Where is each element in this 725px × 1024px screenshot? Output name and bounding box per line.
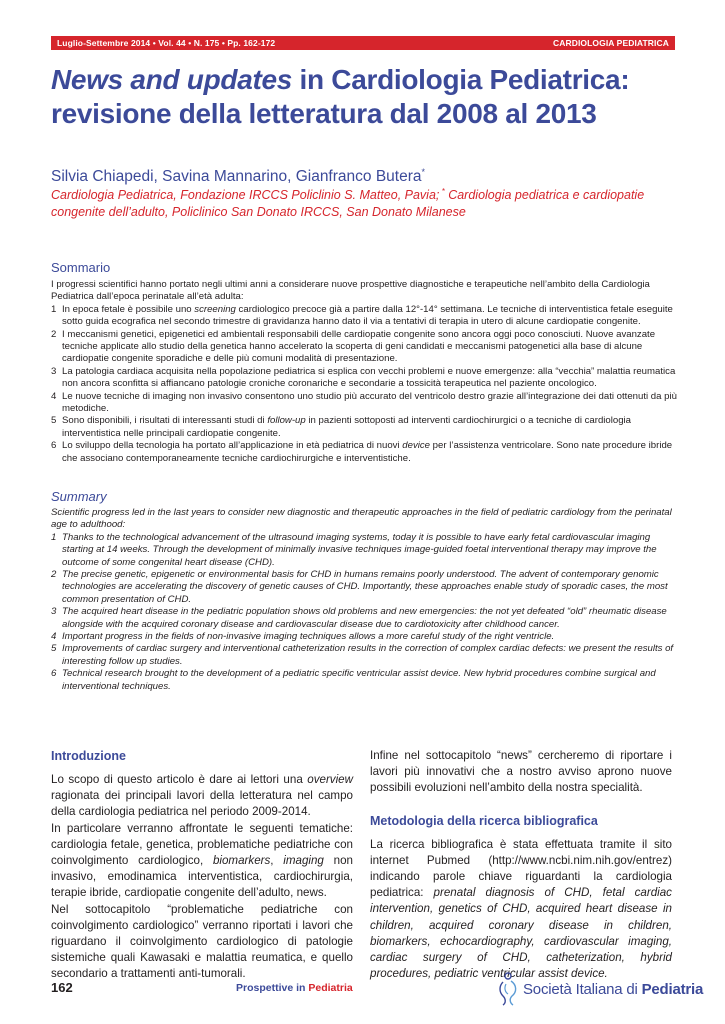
author-star: *: [421, 167, 426, 177]
sommario-item: 3 La patologia cardiaca acquisita nella popolazione pediatrica si esplica con vecchi problemi e nuove emergenze: alla “vecchia” malattia reumatica non ancora sconfitta si affiancano patologie croniche coronariche e secondarie a tossicità terapeutica nel paziente oncologico.: [51, 365, 676, 390]
summary-item: 2 The precise genetic, epigenetic or environmental basis for CHD in humans remains poorly understood. The advent of contemporary genomic technologies are accelerating the discovery of genetic causes of CHD. Importantly, these approaches enable study of sporadic cases, the most common presentation of CHD.: [51, 569, 668, 605]
sommario-item: 1 In epoca fetale è possibile uno screening cardiologico precoce già a partire dalla 12°-14° settimana. Le tecniche di interventistica fetale eseguite sotto guida ecografica nel secondo trimestre di gravidanza hanno dato il via a tentativi di terapia in utero di alcune cardiopatie congenite.: [51, 303, 673, 328]
summary-heading: Summary: [51, 489, 107, 504]
summary-item: 1 Thanks to the technological advancement of the ultrasound imaging systems, today it is possible to have early fetal cardiovascular imaging starting at 14 weeks. Through the development of minimally invasive techniques image-guided foetal interventional therapy may improve the outcome of some congenital heart disease (CHD).: [51, 531, 657, 568]
metodologia-heading: Metodologia della ricerca bibliografica: [370, 813, 598, 828]
affiliation-1: Cardiologia Pediatrica, Fondazione IRCCS Policlinio S. Matteo, Pavia;: [51, 188, 440, 203]
intro-paragraph-2: In particolare verranno affrontate le seguenti tematiche: cardiologia fetale, genetica, problematiche pediatriche con coinvolgimento cardiologico, biomarkers, imaging non invasivo, emodinamica interventistica, cardiochirurgia, terapie ibride, cardiopatie congenite dell’adulto, news.: [51, 821, 353, 900]
header-band: [51, 36, 675, 50]
sommario-item: 2 I meccanismi genetici, epigenetici ed ambientali responsabili delle cardiopatie congenite sono ancora oggi poco conosciuti. Nuove avanzate tecniche applicate allo studio della genetica hanno accelerato la scoperta di geni candidati e meccanismi patogenetici alla base di alcune cardiopatie congenite sporadiche e delle più comuni modalità di presentazione.: [51, 328, 656, 365]
title-line2: revisione della letteratura dal 2008 al 2013: [51, 98, 597, 129]
sommario-body: [51, 279, 679, 465]
affiliation-2: Cardiologia pediatrica e cardiopatie congenite dell’adulto, Policlinico San Donato IRCCS, San Donato Milanese: [51, 188, 645, 220]
summary-body: [51, 507, 679, 693]
summary-item: 6 Technical research brought to the development of a pediatric specific ventricular assist device. New hybrid procedures combine surgical and interventional techniques.: [51, 668, 656, 692]
sommario-item: 5 Sono disponibili, i risultati di interessanti studi di follow-up in pazienti sottoposti ad interventi cardiochirurgici o a tecniche di cardiologia interventistica nelle principali cardiopatie congenite.: [51, 415, 632, 439]
sommario-item: 4 Le nuove tecniche di imaging non invasivo consentono uno studio più accurato del ventricolo destro grazie all’integrazione dei dati ottenuti da più metodiche.: [51, 390, 677, 415]
right-column: [370, 748, 672, 982]
summary-intro: Scientific progress led in the last years to consider new diagnostic and therapeutic approaches in the field of pediatric cardiology from the perinatal age to adulthood:: [51, 507, 672, 531]
summary-list: [51, 532, 679, 693]
intro-paragraph-4: Infine nel sottocapitolo “news” cercheremo di riportare i lavori più innovativi che a nostro avviso aprono nuove possibili evoluzioni nell’ambito della nostra specialità.: [370, 749, 672, 795]
section-label: CARDIOLOGIA PEDIATRICA: [552, 38, 669, 48]
sommario-list: [51, 304, 679, 465]
sommario-intro: I progressi scientifici hanno portato negli ultimi anni a considerare nuove prospettive diagnostiche e terapeutiche nell’ambito della Cardiologia Pediatrica dall’epoca perinatale all’età adulta:: [51, 279, 650, 303]
society-logo-text: Società Italiana di Pediatria: [523, 980, 704, 998]
society-logo: [497, 972, 703, 1006]
title-line1-rest: in Cardiologia Pediatrica:: [292, 64, 630, 95]
left-column: [51, 748, 353, 983]
magazine-name: Prospettive in Pediatria: [236, 982, 353, 994]
intro-paragraph-1: Lo scopo di questo articolo è dare ai lettori una overview ragionata dei principali lavori della letteratura nel campo della cardiologia pediatrica nel periodo 2009-2014.: [51, 773, 353, 819]
summary-item: 3 The acquired heart disease in the pediatric population shows old problems and new emergencies: the not yet defeated “old” rheumatic disease alongside with the acquired coronary disease and cardiovascular disease due to cardiotoxicity after childhood cancer.: [51, 606, 667, 630]
introduzione-heading: Introduzione: [51, 749, 126, 763]
affiliations: [51, 183, 681, 221]
summary-item: 4 Important progress in the fields of non-invasive imaging techniques allows a more careful study of the right ventricle.: [51, 631, 555, 643]
summary-item: 5 Improvements of cardiac surgery and interventional catheterization results in the correction of complex cardiac defects: we present the results of interesting follow up studies.: [51, 643, 674, 667]
affiliation-star: *: [439, 187, 445, 196]
sommario-heading: Sommario: [51, 260, 111, 275]
intro-paragraph-3: Nel sottocapitolo “problematiche pediatriche con coinvolgimento cardiologico” verranno riportati i lavori che riguardano il coinvolgimento cardiologico di patologie sistemiche quali Kawasaki e malattia reumatica, e quello secondario a trattamenti anti-tumorali.: [51, 902, 353, 981]
sommario-item: 6 Lo sviluppo della tecnologia ha portato all’applicazione in età pediatrica di nuovi device per l’assistenza ventricolare. Sono nate procedure ibride che associano contemporaneamente tecniche cardiochirurgiche e interventistiche.: [51, 440, 673, 464]
issue-info: Luglio-Settembre 2014 • Vol. 44 • N. 175 • Pp. 162-172: [57, 38, 276, 48]
article-title: [51, 63, 691, 131]
title-italic: News and updates: [51, 64, 293, 95]
society-logo-icon: [497, 972, 519, 1006]
metodologia-paragraph: La ricerca bibliografica è stata effettuata tramite il sito internet Pubmed (http://www.ncbi.nim.nih.gov/entrez) indicando parole chiave riguardanti la cardiologia pediatrica: prenatal diagnosis of CHD, fetal cardiac intervention, genetics of CHD, acquired heart disease in children, acquired coronary disease in children, biomarkers, echocardiography, cardiovascular imaging, cardiac surgery of CHD, catheterization, hybrid procedures, pediatric ventricular assist device.: [370, 837, 672, 981]
author-names: Silvia Chiapedi, Savina Mannarino, Gianfranco Butera: [51, 168, 422, 186]
page-number: 162: [51, 980, 73, 995]
